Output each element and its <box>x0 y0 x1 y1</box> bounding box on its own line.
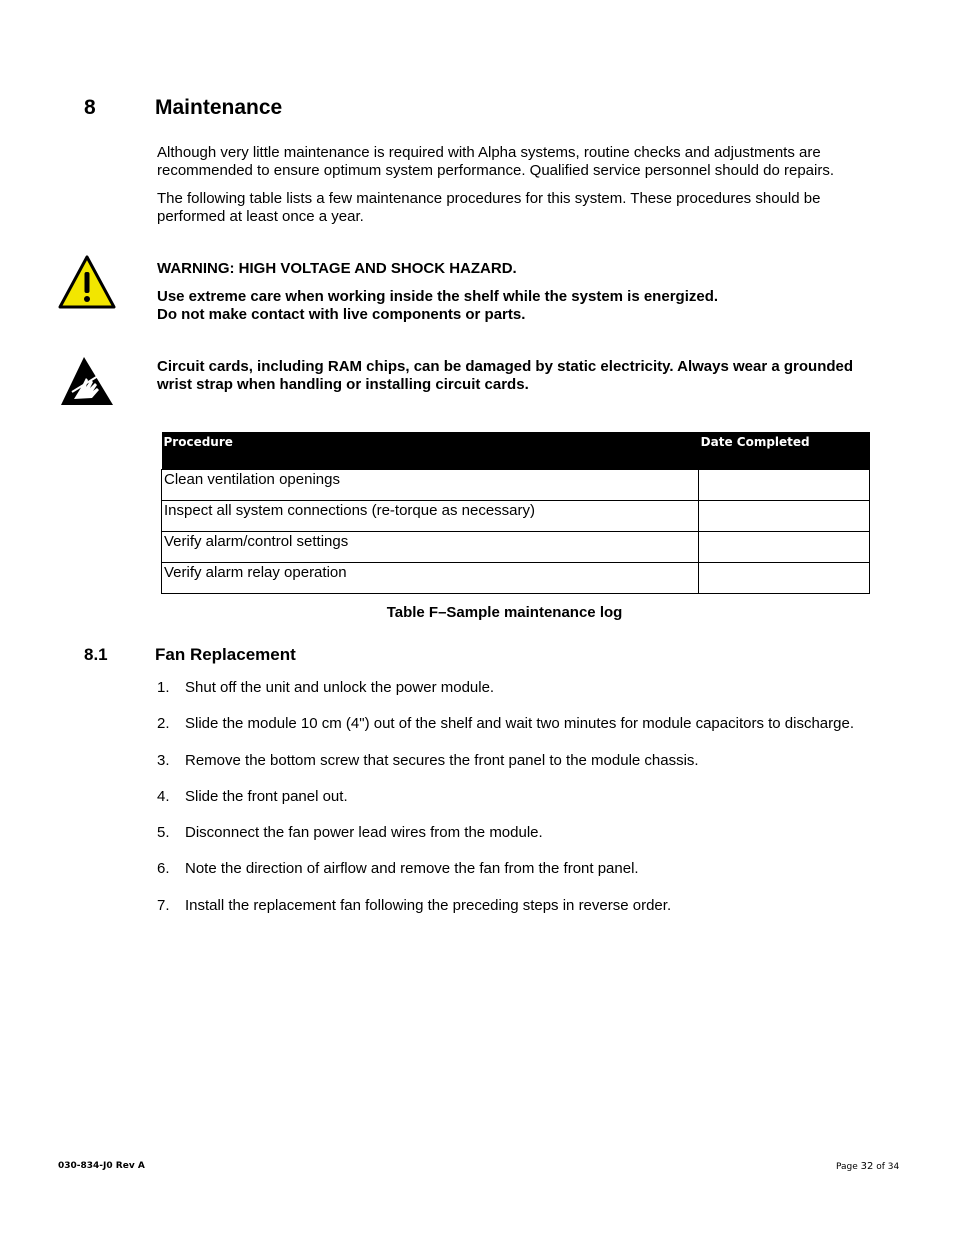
step-text: Disconnect the fan power lead wires from the module. <box>185 824 543 842</box>
step-number: 1. <box>157 679 170 696</box>
document-id: 030-834-J0 Rev A <box>58 1161 145 1171</box>
maintenance-log-table <box>161 432 870 594</box>
list-item <box>157 824 917 860</box>
step-text: Remove the bottom screw that secures the front panel to the module chassis. <box>185 751 699 769</box>
esd-warning-text: Circuit cards, including RAM chips, can be damaged by static electricity. Always wear a grounded wrist strap when handling or installing circuit cards. <box>157 358 854 393</box>
table-row <box>162 531 870 562</box>
section-number: 8 <box>84 96 96 119</box>
step-number: 6. <box>157 860 170 878</box>
table-header-row <box>162 432 870 469</box>
step-text: Slide the front panel out. <box>185 787 348 805</box>
esd-hand-icon <box>60 356 114 411</box>
list-item <box>157 897 917 933</box>
column-header-procedure: Procedure <box>162 432 699 469</box>
page-label: Page <box>836 1162 861 1172</box>
page-total: of 34 <box>873 1162 900 1172</box>
procedure-cell: Clean ventilation openings <box>162 469 699 500</box>
step-number: 4. <box>157 787 170 805</box>
warning-title: WARNING: HIGH VOLTAGE AND SHOCK HAZARD. <box>157 260 517 277</box>
step-text: Note the direction of airflow and remove the fan from the front panel. <box>185 860 639 878</box>
step-number: 3. <box>157 751 170 769</box>
step-text: Install the replacement fan following the preceding steps in reverse order. <box>185 896 672 914</box>
procedure-cell: Verify alarm relay operation <box>162 562 699 593</box>
date-completed-cell <box>699 469 870 500</box>
page-number <box>836 1161 899 1172</box>
step-number: 7. <box>157 896 170 914</box>
subsection-number: 8.1 <box>84 645 108 664</box>
fan-replacement-steps <box>157 679 917 933</box>
warning-triangle-icon <box>58 255 116 314</box>
step-number: 2. <box>157 715 170 733</box>
warning-line-1: Use extreme care when working inside the shelf while the system is energized. <box>157 288 719 305</box>
step-text: Slide the module 10 cm (4") out of the shelf and wait two minutes for module capacitors to discharge. <box>185 715 855 733</box>
list-item <box>157 860 917 896</box>
procedure-cell: Inspect all system connections (re-torque as necessary) <box>162 500 699 531</box>
date-completed-cell <box>699 562 870 593</box>
date-completed-cell <box>699 531 870 562</box>
list-item <box>157 715 917 751</box>
list-item <box>157 752 917 788</box>
list-item <box>157 679 917 715</box>
section-title: Maintenance <box>155 96 283 119</box>
subsection-title: Fan Replacement <box>155 645 296 664</box>
step-text: Shut off the unit and unlock the power module. <box>185 679 495 696</box>
column-header-date-completed: Date Completed <box>699 432 870 469</box>
step-number: 5. <box>157 824 170 842</box>
intro-paragraph-2: The following table lists a few maintenance procedures for this system. These procedures should be performed at least once a year. <box>157 190 821 225</box>
table-row <box>162 500 870 531</box>
list-item <box>157 788 917 824</box>
intro-paragraph-1: Although very little maintenance is required with Alpha systems, routine checks and adjustments are recommended to ensure optimum system performance. Qualified service personnel should do repairs. <box>157 144 834 179</box>
date-completed-cell <box>699 500 870 531</box>
table-caption: Table F–Sample maintenance log <box>386 604 623 621</box>
table-row <box>162 562 870 593</box>
table-row <box>162 469 870 500</box>
page-current: 32 <box>860 1161 874 1172</box>
procedure-cell: Verify alarm/control settings <box>162 531 699 562</box>
warning-line-2: Do not make contact with live components or parts. <box>157 306 526 323</box>
